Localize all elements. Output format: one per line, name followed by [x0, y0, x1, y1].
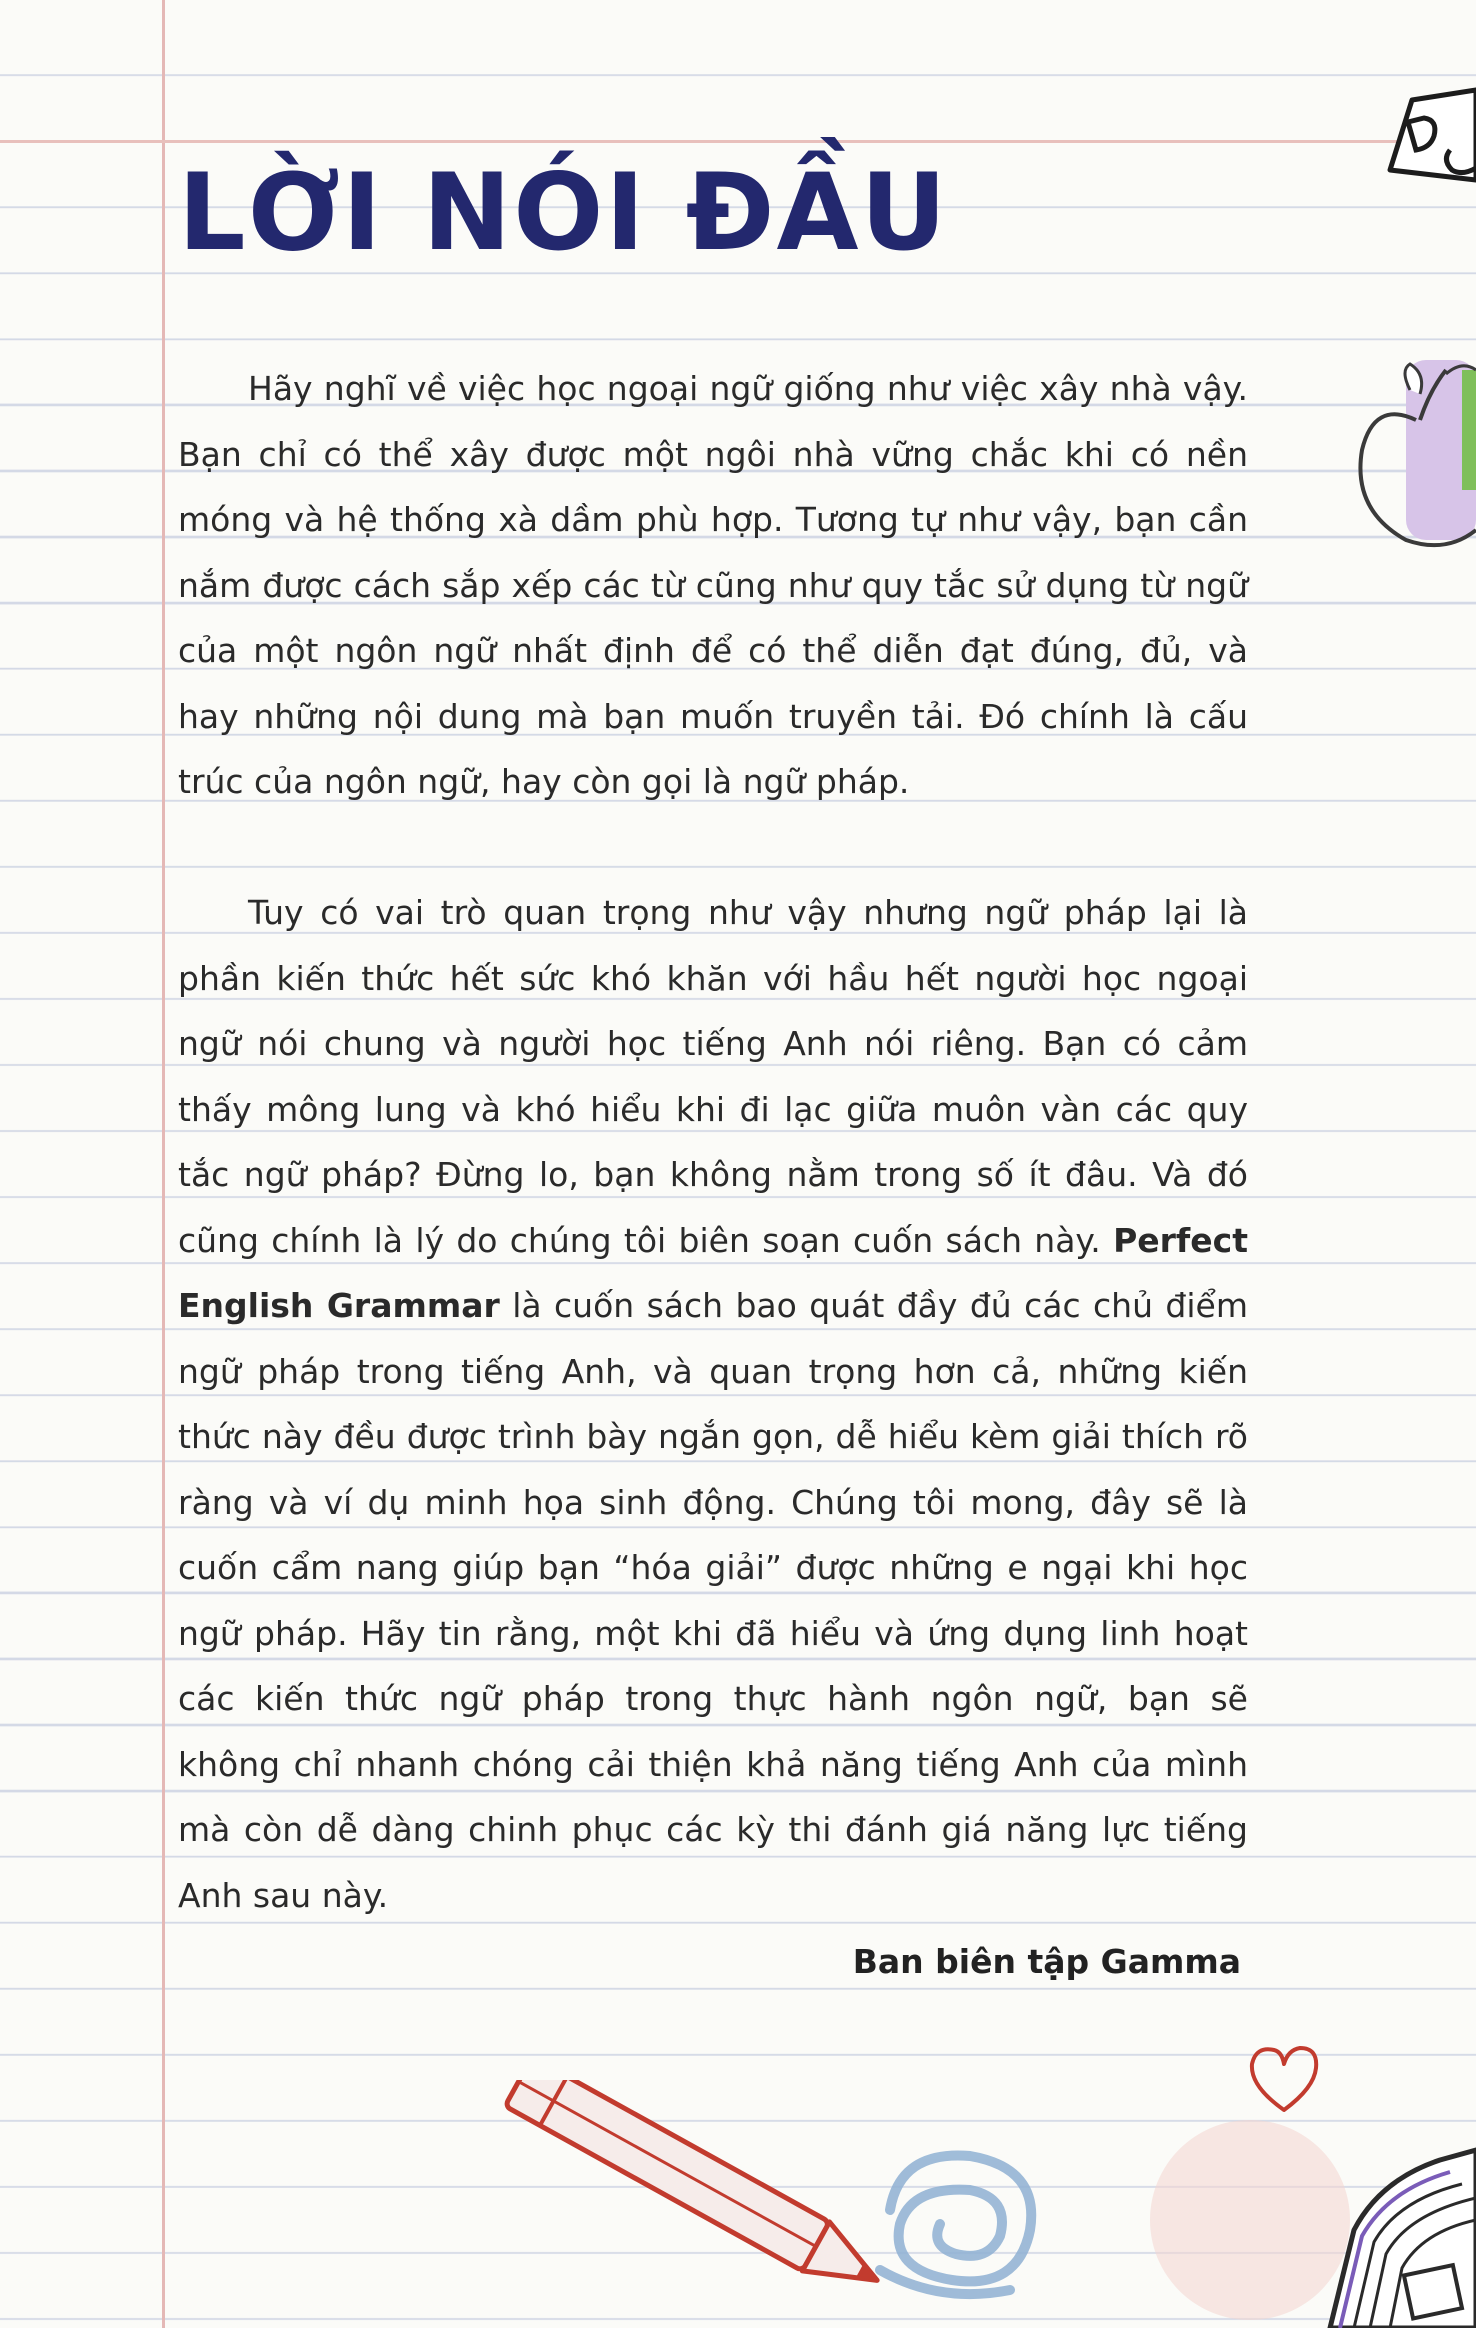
margin-line [162, 0, 165, 2328]
page-title: LỜI NÓI ĐẦU [178, 151, 949, 274]
book-title: Perfect English Grammar [178, 1220, 1248, 1325]
body-text [178, 356, 1248, 1928]
letters-doodle-icon [1380, 60, 1476, 190]
signature: Ban biên tập Gamma [852, 1942, 1241, 1981]
paragraph-main-after: là cuốn sách bao quát đầy đủ các chủ điểm ngữ pháp trong tiếng Anh, và quan trọng hơn cả, những kiến thức này đều được trình bày ngắn gọn, dễ hiểu kèm giải thích rõ ràng và ví dụ minh họa sinh động. Chúng tôi mong, đây sẽ là cuốn cẩm nang giúp bạn “hóa giải” được những e ngại khi học ngữ pháp. Hãy tin rằng, một khi đã hiểu và ứng dụng linh hoạt các kiến thức ngữ pháp trong thực hành ngôn ngữ, bạn sẽ không chỉ nhanh chóng cải thiện khả năng tiếng Anh của mình mà còn dễ dàng chinh phục các kỳ thi đánh giá năng lực tiếng Anh sau này. [178, 1286, 1248, 1915]
book-doodle-icon [1140, 2080, 1476, 2328]
apple-doodle-icon [1350, 330, 1476, 580]
paragraph-main-before: Tuy có vai trò quan trọng như vậy nhưng ngữ pháp lại là phần kiến thức hết sức khó khăn với hầu hết người học ngoại ngữ nói chung và người học tiếng Anh nói riêng. Bạn có cảm thấy mông lung và khó hiểu khi đi lạc giữa muôn vàn các quy tắc ngữ pháp? Đừng lo, bạn không nằm trong số ít đâu. Và đó cũng chính là lý do chúng tôi biên soạn cuốn sách này. [178, 893, 1248, 1260]
top-rule-line [0, 140, 1476, 143]
paragraph-intro: Hãy nghĩ về việc học ngoại ngữ giống như việc xây nhà vậy. Bạn chỉ có thể xây được một ngôi nhà vững chắc khi có nền móng và hệ thống xà dầm phù hợp. Tương tự như vậy, bạn cần nắm được cách sắp xếp các từ cũng như quy tắc sử dụng từ ngữ của một ngôn ngữ nhất định để có thể diễn đạt đúng, đủ, và hay những nội dung mà bạn muốn truyền tải. Đó chính là cấu trúc của ngôn ngữ, hay còn gọi là ngữ pháp. [178, 369, 1248, 801]
scribble-doodle-icon [860, 2120, 1060, 2310]
paragraph-main [178, 880, 1248, 1928]
